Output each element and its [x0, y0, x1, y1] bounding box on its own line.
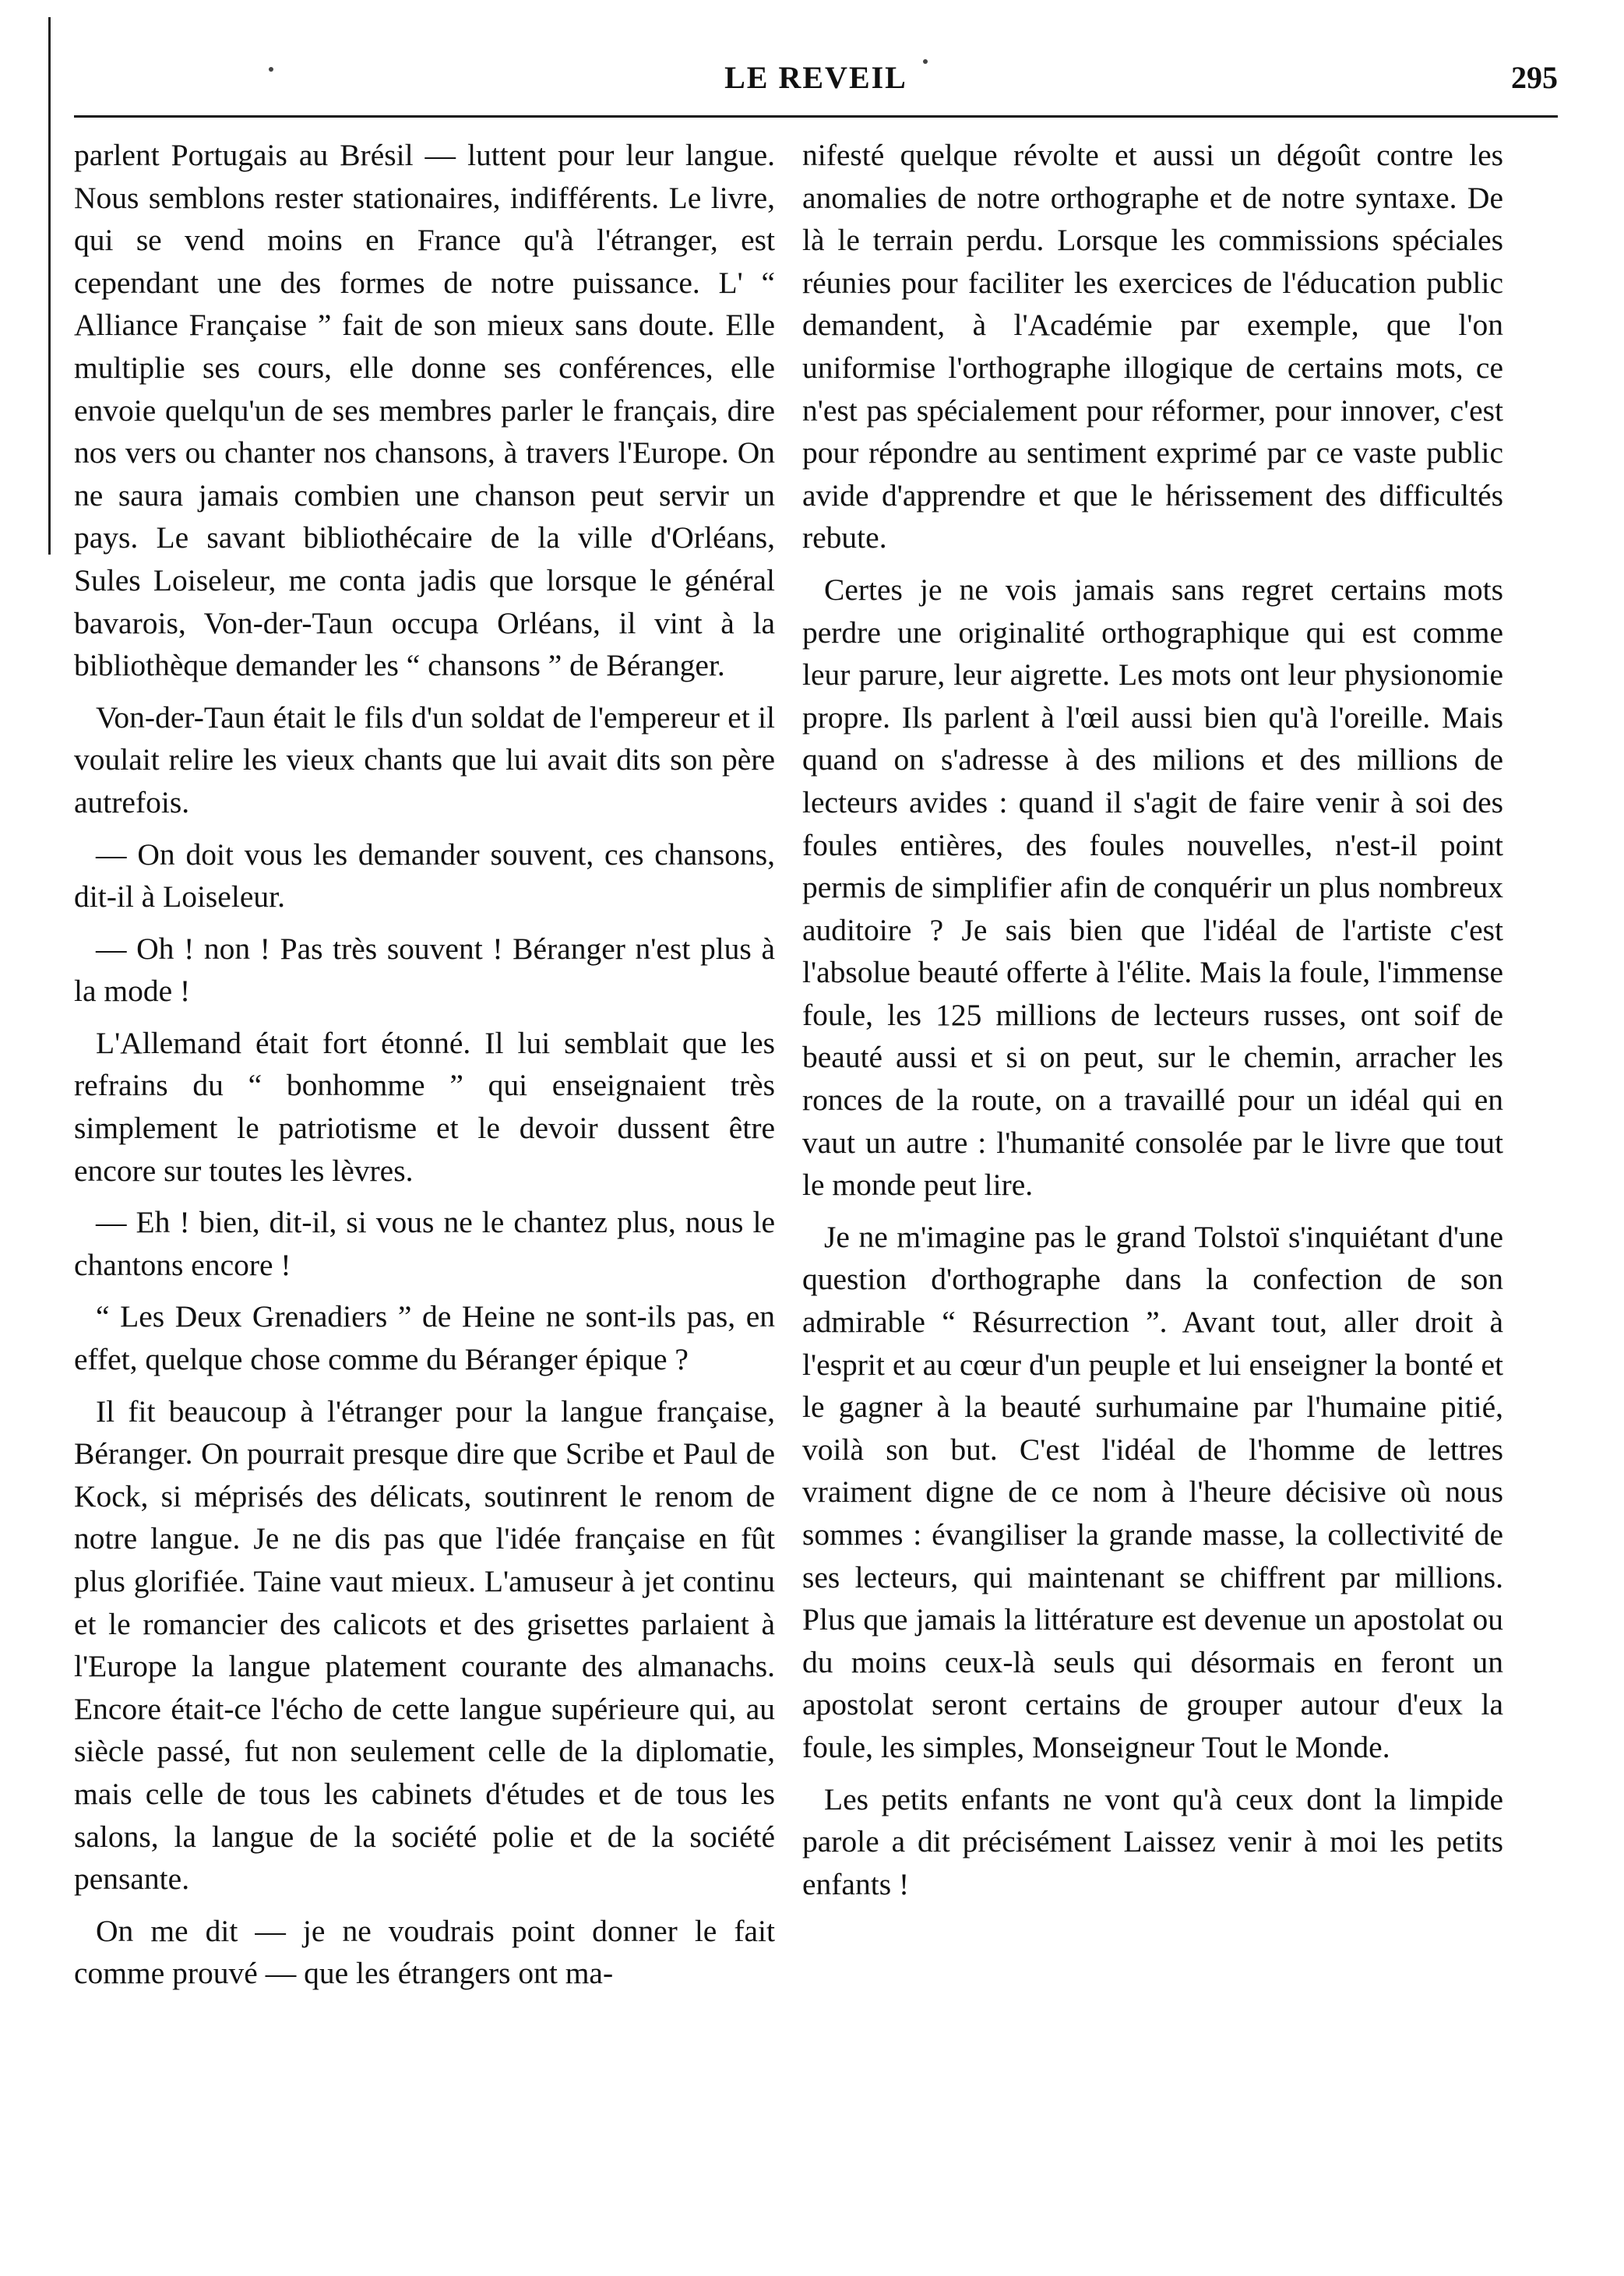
page-header	[74, 56, 1558, 103]
right-column	[802, 134, 1503, 1915]
header-rule	[74, 115, 1558, 118]
paragraph: L'Allemand était fort étonné. Il lui semblait que les refrains du “ bonhomme ” qui enseignaient très simplement le patriotisme et le devoir dussent être encore sur toutes les lèvres.	[74, 1025, 775, 1188]
paragraph: Certes je ne vois jamais sans regret certains mots perdre une originalité orthographique qui est comme leur parure, leur aigrette. Les mots ont leur physionomie propre. Ils parlent à l'œil aussi bien qu'à l'oreille. Mais quand on s'adresse à des milions et des millions de lecteurs avides : quand il s'agit de faire venir à soi des foules entières, des foules nouvelles, n'est-il point permis de simplifier afin de conquérir un plus nombreux auditoire ? Je sais bien que l'idéal de l'artiste c'est l'absolue beauté offerte à l'élite. Mais la foule, l'immense foule, les 125 millions de lecteurs russes, ont soif de beauté aussi et si on peut, sur le chemin, arracher les ronces de la route, on a travaillé pour un idéal qui en vaut un autre : l'humanité consolée par le livre que tout le monde peut lire.	[802, 572, 1503, 1203]
paragraph: Je ne m'imagine pas le grand Tolstoï s'inquiétant d'une question d'orthographe dans la confection de son admirable “ Résurrection ”. Avant tout, aller droit à l'esprit et au cœur d'un peuple et lui enseigner la bonté et le gagner à la beauté surhumaine par l'humaine pitié, voilà son but. C'est l'idéal de l'homme de lettres vraiment digne de ce nom à l'heure décisive où nous sommes : évangiliser la grande masse, la collectivité de ses lecteurs, qui maintenant se chiffrent par millions. Plus que jamais la littérature est devenue un apostolat ou du moins ceux-là seuls qui désormais en feront un apostolat seront certains de grouper autour d'eux la foule, les simples, Monseigneur Tout le Monde.	[802, 1219, 1503, 1764]
paragraph: — Eh ! bien, dit-il, si vous ne le chantez plus, nous le chantons encore !	[74, 1205, 775, 1282]
paragraph: nifesté quelque révolte et aussi un dégoût contre les anomalies de notre orthographe et de notre syntaxe. De là le terrain perdu. Lorsque les commissions spéciales réunies pour faciliter les exercices de l'éducation public demandent, à l'Académie par exemple, que l'on uniformise l'orthographe illogique de certains mots, ce n'est pas spécialement pour réformer, pour innover, c'est pour répondre au sentiment exprimé par ce vaste public avide d'apprendre et que le hérissement des difficultés rebute.	[802, 138, 1503, 555]
paragraph: — On doit vous les demander souvent, ces chansons, dit-il à Loiseleur.	[74, 837, 775, 914]
paragraph: — Oh ! non ! Pas très souvent ! Béranger n'est plus à la mode !	[74, 931, 775, 1009]
paragraph: Il fit beaucoup à l'étranger pour la langue française, Béranger. On pourrait presque dire que Scribe et Paul de Kock, si méprisés des délicats, soutinrent le renom de notre langue. Je ne dis pas que l'idée française en fût plus glorifiée. Taine vaut mieux. L'amuseur à jet continu et le romancier des calicots et des grisettes parlaient à l'Europe la langue platement courante des almanachs. Encore était-ce l'écho de cette langue supérieure qui, au siècle passé, fut non seulement celle de la diplomatie, mais celle de tous les cabinets d'études et de tous les salons, la langue de la société polie et de la société pensante.	[74, 1393, 775, 1897]
paragraph: On me dit — je ne voudrais point donner le fait comme prouvé — que les étrangers ont ma-	[74, 1913, 775, 1991]
page-number: 295	[1511, 60, 1558, 95]
left-column	[74, 134, 775, 2004]
paragraph: parlent Portugais au Brésil — luttent pour leur langue. Nous semblons rester stationaires, indifférents. Le livre, qui se vend moins en France qu'à l'étranger, est cependant une des formes de notre puissance. L' “ Alliance Française ” fait de son mieux sans doute. Elle multiplie ses cours, elle donne ses conférences, elle envoie quelqu'un de ses membres parler le français, dire nos vers ou chanter nos chansons, à travers l'Europe. On ne saura jamais combien une chanson peut servir un pays. Le savant bibliothécaire de la ville d'Orléans, Sules Loiseleur, me conta jadis que lorsque le général bavarois, Von-der-Taun occupa Orléans, il vint à la bibliothèque demander les “ chansons ” de Béranger.	[74, 138, 775, 683]
paragraph: Les petits enfants ne vont qu'à ceux dont la limpide parole a dit précisément Laissez venir à moi les petits enfants !	[802, 1781, 1503, 1901]
margin-rule	[48, 17, 51, 555]
paragraph: Von-der-Taun était le fils d'un soldat de l'empereur et il voulait relire les vieux chants que lui avait dits son père autrefois.	[74, 699, 775, 819]
paragraph: “ Les Deux Grenadiers ” de Heine ne sont-ils pas, en effet, quelque chose comme du Béranger épique ?	[74, 1299, 775, 1377]
running-title: LE REVEIL	[724, 60, 907, 95]
